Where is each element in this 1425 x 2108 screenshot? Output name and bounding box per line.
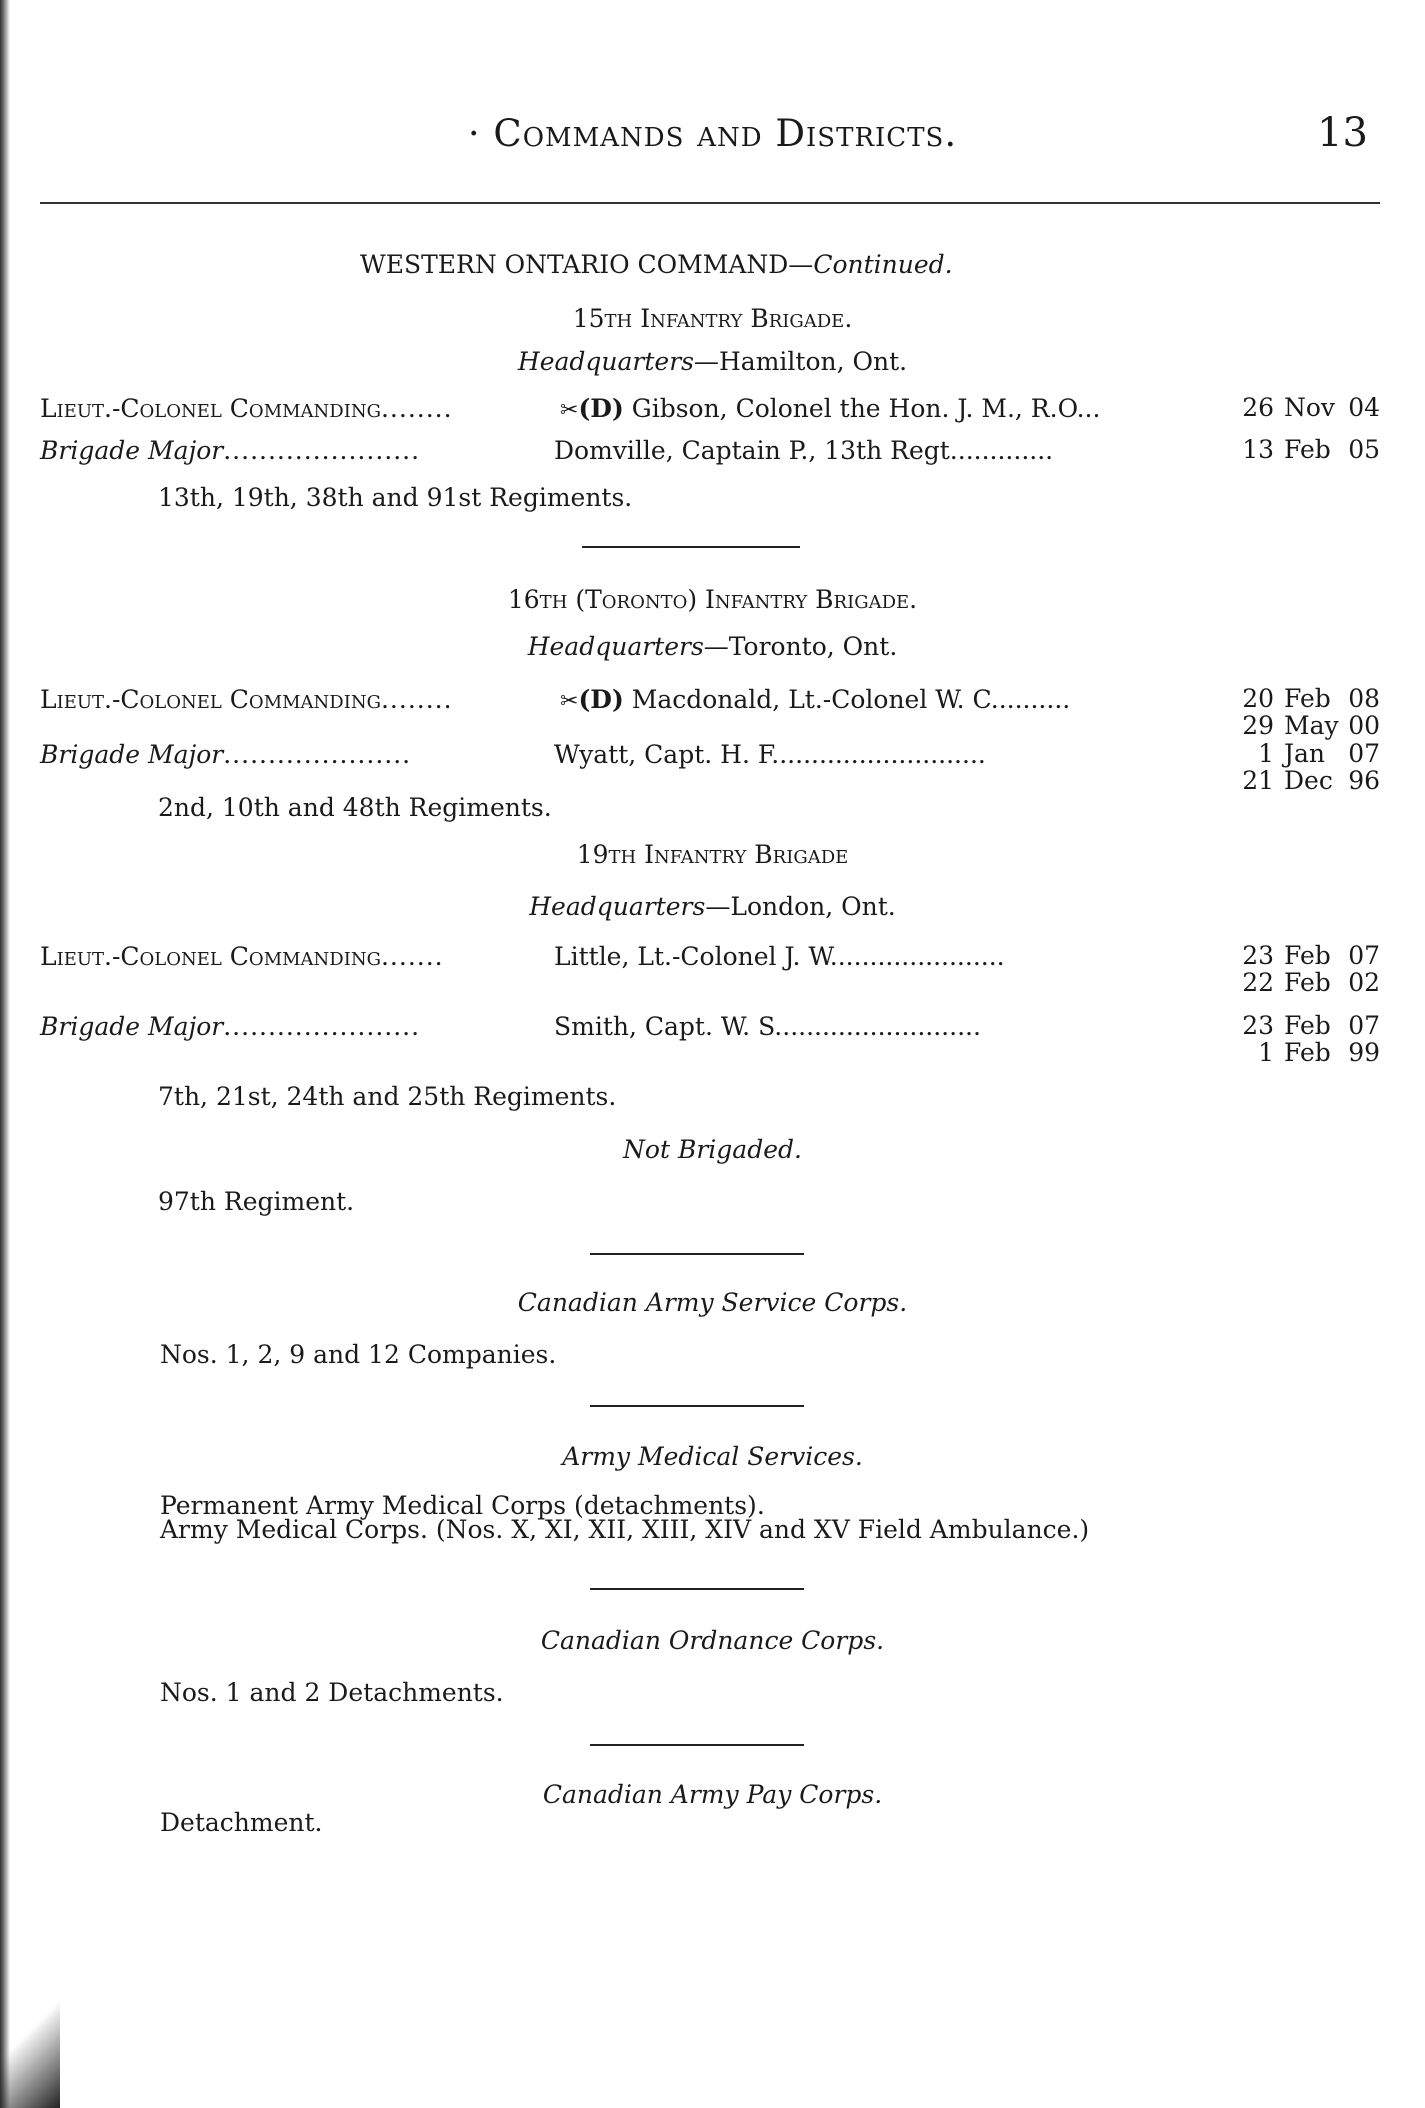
entry-name: ✂(D) Macdonald, Lt.-Colonel W. C.......... <box>560 685 1071 714</box>
brigade-16-commander-row <box>40 684 1380 740</box>
hq-place: —London, Ont. <box>705 892 896 921</box>
header-rule <box>40 202 1380 204</box>
ordnance-text: Nos. 1 and 2 Detachments. <box>160 1678 504 1707</box>
entry-dates: 20 Feb 08 29 May 00 <box>1242 684 1380 740</box>
section-divider <box>590 1405 804 1407</box>
section-divider <box>590 1588 804 1590</box>
entry-name: Domville, Captain P., 13th Regt............. <box>554 436 1054 465</box>
entry-role: Brigade Major...................... <box>40 436 421 465</box>
section-title <box>0 250 1425 279</box>
medical-heading: Army Medical Services. <box>562 1442 863 1471</box>
entry-name: ✂(D) Gibson, Colonel the Hon. J. M., R.O... <box>560 394 1101 423</box>
service-corps-heading: Canadian Army Service Corps. <box>517 1288 908 1317</box>
brigade-15-name: 15th Infantry Brigade. <box>572 304 853 333</box>
hq-place: —Toronto, Ont. <box>703 632 898 661</box>
brigade-15-major-row <box>40 436 1380 472</box>
brigade-19-commander-row <box>40 942 1380 996</box>
brigade-16-name: 16th (Toronto) Infantry Brigade. <box>507 585 918 614</box>
entry-role: Brigade Major..................... <box>40 740 412 769</box>
entry-dates: 1 Jan 07 21 Dec 96 <box>1242 739 1380 795</box>
brigade-16-headquarters <box>0 632 1425 661</box>
brigade-19-major-row <box>40 1012 1380 1066</box>
brigade-15-units: 13th, 19th, 38th and 91st Regiments. <box>158 483 633 512</box>
entry-name: Smith, Capt. W. S.......................... <box>554 1012 981 1041</box>
entry-name: Wyatt, Capt. H. F........................... <box>554 740 986 769</box>
entry-dates: 26 Nov 04 <box>1242 393 1380 422</box>
entry-dates: 23 Feb 07 1 Feb 99 <box>1242 1011 1380 1067</box>
medical-line-1: Permanent Army Medical Corps (detachments). <box>160 1491 765 1520</box>
running-title: · Commands and Districts. <box>467 112 958 155</box>
entry-dates: 13 Feb 05 <box>1242 435 1380 464</box>
section-title-continued: Continued. <box>813 250 953 279</box>
brigade-19-headquarters <box>0 892 1425 921</box>
ordnance-heading: Canadian Ordnance Corps. <box>540 1626 885 1655</box>
entry-dates: 23 Feb 07 22 Feb 02 <box>1242 941 1380 997</box>
scissor-icon: ✂ <box>560 689 579 714</box>
pay-heading: Canadian Army Pay Corps. <box>542 1780 883 1809</box>
entry-role: Brigade Major...................... <box>40 1012 421 1041</box>
brigade-15-headquarters <box>0 347 1425 376</box>
brigade-19-units: 7th, 21st, 24th and 25th Regiments. <box>158 1082 617 1111</box>
corner-shadow <box>0 1988 60 2108</box>
hq-label: Headquarters <box>517 347 694 376</box>
hq-label: Headquarters <box>529 892 706 921</box>
scissor-icon: ✂ <box>560 398 579 423</box>
section-divider <box>590 1744 804 1746</box>
entry-name: Little, Lt.-Colonel J. W...................... <box>554 942 1005 971</box>
entry-role: Lieut.-Colonel Commanding....... <box>40 942 444 971</box>
brigade-16-major-row <box>40 739 1380 795</box>
not-brigaded-text: 97th Regiment. <box>158 1187 355 1216</box>
page-number: 13 <box>1317 110 1368 156</box>
brigade-16-units: 2nd, 10th and 48th Regiments. <box>158 793 552 822</box>
service-corps-text: Nos. 1, 2, 9 and 12 Companies. <box>160 1340 557 1369</box>
section-divider <box>582 546 800 548</box>
pay-text: Detachment. <box>160 1808 323 1837</box>
section-title-main: WESTERN ONTARIO COMMAND— <box>360 250 814 279</box>
brigade-15-commander-row <box>40 394 1380 430</box>
medical-line-2: Army Medical Corps. (Nos. X, XI, XII, XIII, XIV and XV Field Ambulance.) <box>160 1515 1090 1544</box>
brigade-19-name: 19th Infantry Brigade <box>576 840 849 869</box>
hq-place: —Hamilton, Ont. <box>694 347 908 376</box>
section-divider <box>590 1253 804 1255</box>
hq-label: Headquarters <box>527 632 704 661</box>
not-brigaded-heading: Not Brigaded. <box>623 1135 802 1164</box>
entry-role: Lieut.-Colonel Commanding........ <box>40 685 453 714</box>
entry-role: Lieut.-Colonel Commanding........ <box>40 394 453 423</box>
